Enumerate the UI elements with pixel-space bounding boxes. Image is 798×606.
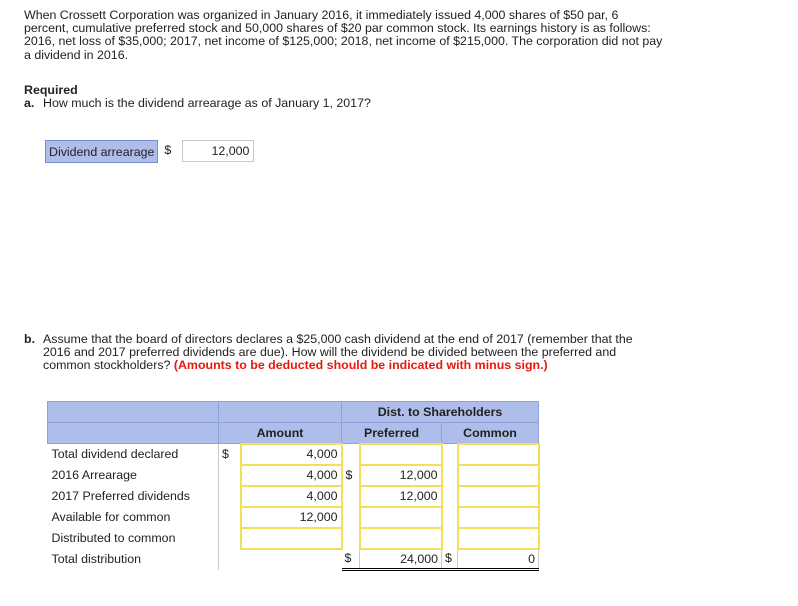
- preferred-currency: [342, 528, 360, 549]
- preferred-currency: [342, 486, 360, 507]
- common-currency: [442, 444, 458, 465]
- header-preferred: Preferred: [342, 423, 442, 444]
- row-label: Total dividend declared: [51, 447, 179, 462]
- question-a-text: How much is the dividend arrearage as of January 1, 2017?: [43, 96, 371, 110]
- common-input[interactable]: [458, 507, 539, 528]
- amount-currency: [219, 528, 241, 549]
- required-heading: Required: [24, 83, 78, 97]
- table-row: [48, 465, 539, 486]
- amount-currency: [219, 465, 241, 486]
- question-b-text: Assume that the board of directors declares a $25,000 cash dividend at the end of 2017 (remember that the 2016 and 2017 preferred dividends are due). How will the dividend be divided between the preferred and common stockholders?: [43, 332, 633, 373]
- dividend-arrearage-row: [45, 140, 254, 162]
- common-currency: [442, 465, 458, 486]
- question-b-instruction: (Amounts to be deducted should be indicated with minus sign.): [173, 358, 548, 373]
- common-total: 0: [458, 549, 539, 570]
- question-a: [24, 97, 371, 110]
- common-currency: [442, 507, 458, 528]
- amount-currency: $: [219, 444, 241, 465]
- header-dist-to-shareholders: Dist. to Shareholders: [342, 402, 539, 423]
- preferred-total: 24,000: [360, 549, 442, 570]
- table-row: [48, 549, 539, 570]
- preferred-input[interactable]: 12,000: [360, 465, 442, 486]
- row-label: 2016 Arrearage: [51, 468, 137, 482]
- preferred-currency: $: [342, 549, 360, 570]
- amount-input[interactable]: [241, 528, 342, 549]
- header-blank-amount: [219, 402, 342, 423]
- question-a-letter: a.: [24, 96, 35, 110]
- preferred-currency: [342, 444, 360, 465]
- table-row: [48, 528, 539, 549]
- common-currency: $: [442, 549, 458, 570]
- table-row: [48, 444, 539, 465]
- common-input[interactable]: [458, 528, 539, 549]
- amount-currency: [219, 507, 241, 528]
- row-label: Total distribution: [51, 552, 142, 566]
- row-label: Distributed to common: [51, 531, 176, 545]
- common-input[interactable]: [458, 465, 539, 486]
- amount-currency: [219, 549, 241, 570]
- table-header-row-1: [48, 402, 539, 423]
- table-row: [48, 507, 539, 528]
- preferred-input[interactable]: [360, 528, 442, 549]
- question-b-body: [43, 333, 653, 373]
- common-currency: [442, 528, 458, 549]
- amount-cell: [241, 549, 342, 570]
- amount-input[interactable]: 12,000: [241, 507, 342, 528]
- preferred-input[interactable]: [360, 444, 442, 465]
- amount-input[interactable]: 4,000: [241, 465, 342, 486]
- common-currency: [442, 486, 458, 507]
- preferred-currency: $: [345, 468, 353, 482]
- header-common: Common: [442, 423, 539, 444]
- header-blank: [48, 402, 219, 423]
- common-input[interactable]: [458, 444, 539, 465]
- header-blank-2: [48, 423, 219, 444]
- amount-input[interactable]: 4,000: [241, 486, 342, 507]
- dividend-arrearage-currency: $: [164, 143, 172, 157]
- table-header-row-2: [48, 423, 539, 444]
- common-input[interactable]: [458, 486, 539, 507]
- dividend-arrearage-label: Dividend arrearage: [45, 140, 158, 163]
- row-label: Available for common: [51, 510, 171, 524]
- preferred-input[interactable]: 12,000: [360, 486, 442, 507]
- question-b: [24, 332, 664, 373]
- header-amount: Amount: [219, 423, 342, 444]
- preferred-currency: [342, 507, 360, 528]
- row-label: 2017 Preferred dividends: [51, 489, 190, 503]
- question-b-letter: b.: [24, 332, 36, 346]
- amount-input[interactable]: 4,000: [241, 444, 342, 465]
- dividend-arrearage-input[interactable]: 12,000: [182, 140, 254, 162]
- problem-intro: When Crossett Corporation was organized in January 2016, it immediately issued 4,000 shares of $50 par, 6 percent, cumulative preferred stock and 50,000 shares of $20 par common stock. Its earnings history is as follows: 2016, net loss of $35,000; 2017, net income of $125,000; 2018, net income of $215,000. The corporation did not pay a dividend in 2016.: [24, 8, 663, 62]
- preferred-input[interactable]: [360, 507, 442, 528]
- table-row: [48, 486, 539, 507]
- amount-currency: [219, 486, 241, 507]
- distribution-table: [47, 401, 540, 571]
